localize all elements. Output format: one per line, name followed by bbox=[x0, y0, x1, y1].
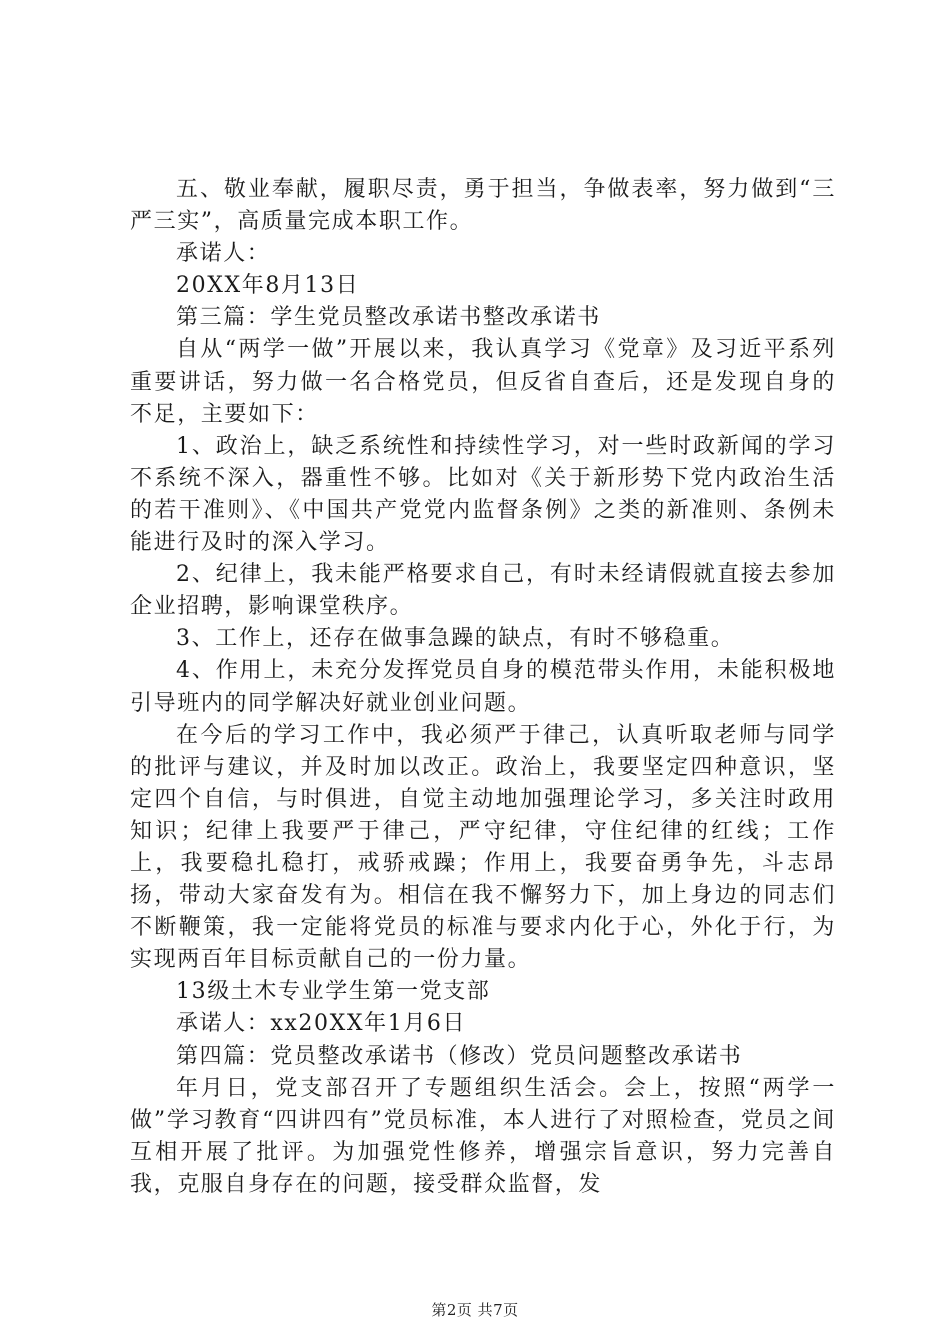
document-body bbox=[130, 174, 836, 1201]
paragraph: 在今后的学习工作中，我必须严于律己，认真听取老师与同学的批评与建议，并及时加以改正。政治上，我要坚定四种意识，坚定四个自信，与时俱进，自觉主动地加强理论学习，多关注时政用知识；纪律上我要严于律己，严守纪律，守住纪律的红线；工作上，我要稳扎稳打，戒骄戒躁；作用上，我要奋勇争先，斗志昂扬，带动大家奋发有为。相信在我不懈努力下，加上身边的同志们不断鞭策，我一定能将党员的标准与要求内化于心，外化于行，为实现两百年目标贡献自己的一份力量。 bbox=[130, 722, 836, 973]
paragraph: 4、作用上，未充分发挥党员自身的模范带头作用，未能积极地引导班内的同学解决好就业创业问题。 bbox=[130, 658, 836, 716]
paragraph: 3、工作上，还存在做事急躁的缺点，有时不够稳重。 bbox=[176, 626, 735, 652]
paragraph: 承诺人： bbox=[176, 241, 271, 267]
paragraph: 自从“两学一做”开展以来，我认真学习《党章》及习近平系列重要讲话，努力做一名合格党员，但反省自查后，还是发现自身的不足，主要如下： bbox=[130, 337, 836, 427]
paragraph: 承诺人：xx20XX年1月6日 bbox=[176, 1011, 467, 1037]
section-heading: 第四篇：党员整改承诺书（修改）党员问题整改承诺书 bbox=[176, 1043, 743, 1069]
paragraph: 年月日，党支部召开了专题组织生活会。会上，按照“两学一做”学习教育“四讲四有”党员标准，本人进行了对照检查，党员之间互相开展了批评。为加强党性修养，增强宗旨意识，努力完善自我，克服自身存在的问题，接受群众监督，发 bbox=[130, 1075, 836, 1197]
paragraph: 13级土木专业学生第一党支部 bbox=[176, 979, 491, 1005]
page-number-footer: 第2页 共7页 bbox=[431, 1301, 519, 1319]
paragraph: 五、敬业奉献，履职尽责，勇于担当，争做表率，努力做到“三严三实”，高质量完成本职工作。 bbox=[130, 177, 836, 235]
paragraph: 2、纪律上，我未能严格要求自己，有时未经请假就直接去参加企业招聘，影响课堂秩序。 bbox=[130, 562, 836, 620]
section-heading: 第三篇：学生党员整改承诺书整改承诺书 bbox=[176, 305, 601, 331]
paragraph: 1、政治上，缺乏系统性和持续性学习，对一些时政新闻的学习不系统不深入，器重性不够。比如对《关于新形势下党内政治生活的若干准则》、《中国共产党党内监督条例》之类的新准则、条例未能进行及时的深入学习。 bbox=[130, 433, 836, 556]
paragraph: 20XX年8月13日 bbox=[176, 273, 360, 299]
